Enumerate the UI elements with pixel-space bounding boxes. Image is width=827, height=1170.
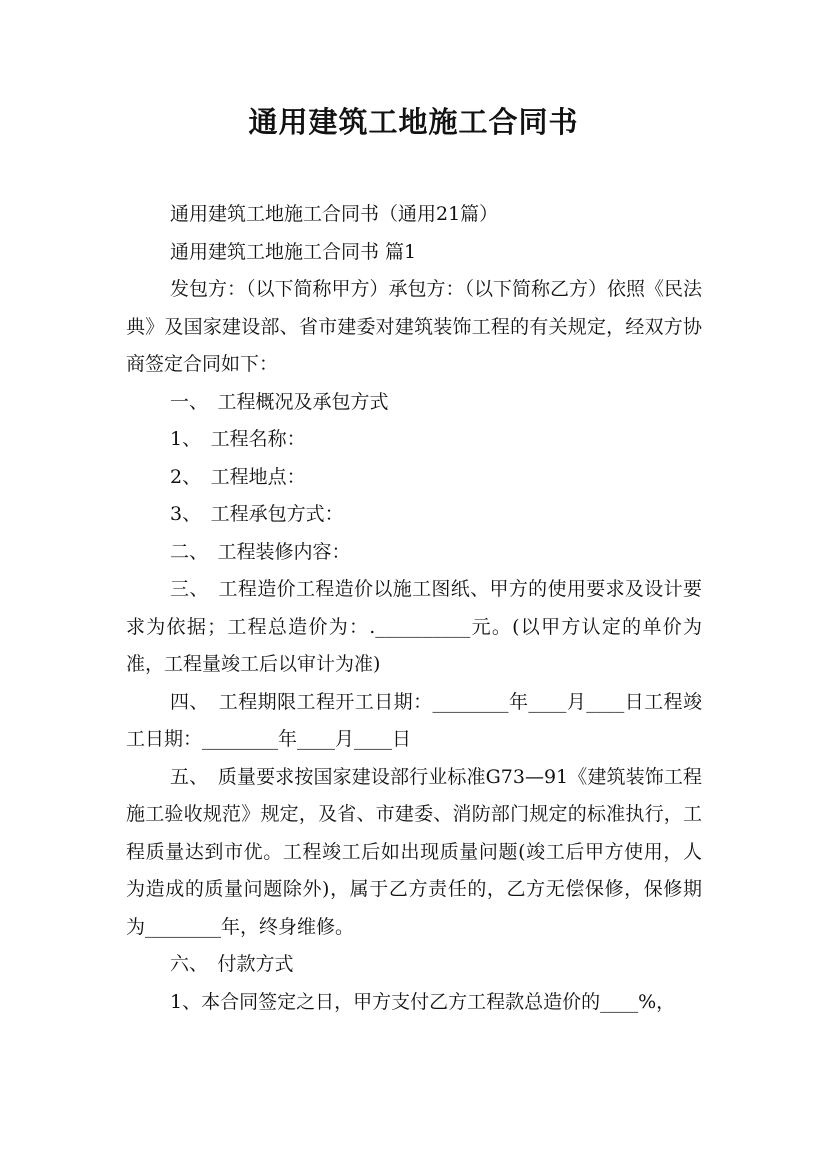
paragraph-clause-3: 三、 工程造价工程造价以施工图纸、甲方的使用要求及设计要求为依据；工程总造价为：.__________元。(以甲方认定的单价为准，工程量竣工后以审计为准) — [126, 578, 702, 675]
paragraph-clause-1: 一、 工程概况及承包方式 — [170, 390, 389, 413]
document-title: 通用建筑工地施工合同书 — [248, 105, 579, 139]
paragraph-clause-5: 五、 质量要求按国家建设部行业标准G73—91《建筑装饰工程施工验收规范》规定，及省、市建委、消防部门规定的标准执行，工程质量达到市优。工程竣工后如出现质量问题(竣工后甲方使用，人为造成的质量问题除外)，属于乙方责任的，乙方无偿保修，保修期为________年，终身维修。 — [126, 765, 702, 938]
paragraph-clause-6: 六、 付款方式 — [170, 953, 294, 975]
paragraph-subtitle: 通用建筑工地施工合同书（通用21篇） — [170, 203, 499, 225]
paragraph-contract-method: 3、 工程承包方式： — [170, 503, 344, 525]
document-body — [126, 196, 702, 1021]
paragraph-clause-4: 四、 工程期限工程开工日期：________年____月____日工程竣工日期：________年____月____日 — [126, 690, 702, 750]
paragraph-parties: 发包方：（以下简称甲方）承包方：（以下简称乙方）依照《民法典》及国家建设部、省市建委对建筑装饰工程的有关规定，经双方协商签定合同如下： — [126, 278, 703, 375]
paragraph-project-name: 1、 工程名称： — [170, 428, 306, 450]
paragraph-payment-1: 1、本合同签定之日，甲方支付乙方工程款总造价的____%， — [170, 990, 676, 1013]
paragraph-clause-2: 二、 工程装修内容： — [170, 540, 351, 563]
paragraph-section-heading: 通用建筑工地施工合同书 篇1 — [170, 240, 417, 263]
paragraph-project-location: 2、 工程地点： — [170, 465, 306, 488]
